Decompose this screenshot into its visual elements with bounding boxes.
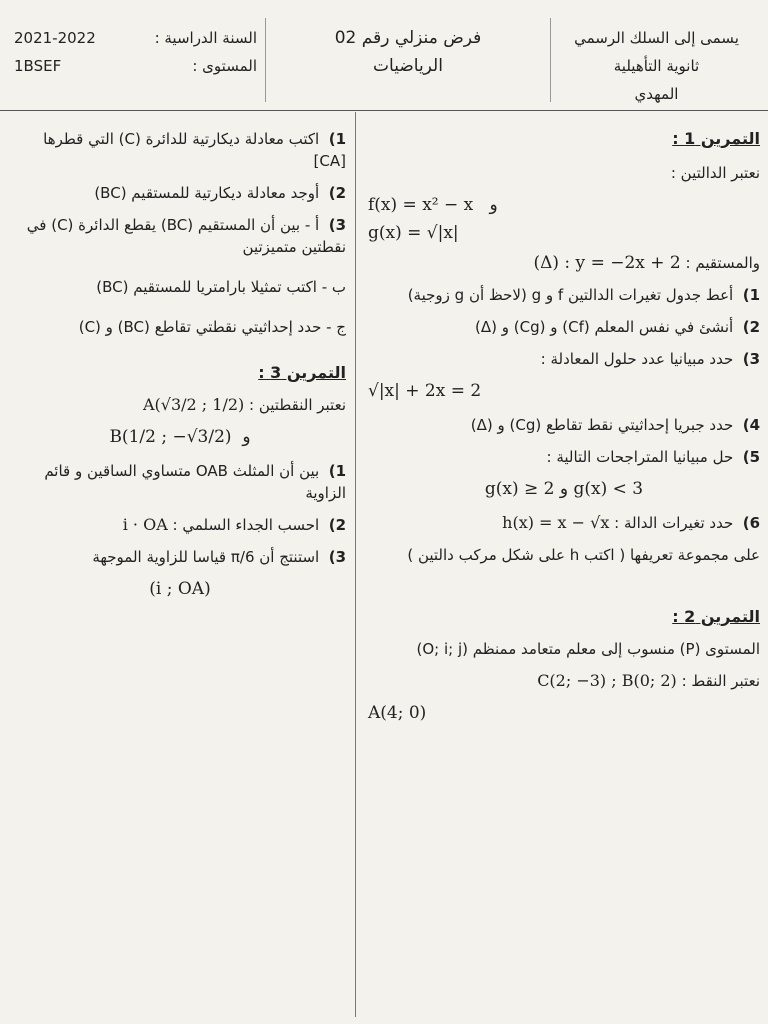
header-divider: [0, 110, 768, 111]
ex1-question-2: 2) أنشئ في نفس المعلم (Cf) و (Cg) و (Δ): [475, 318, 760, 336]
g-definition: g(x) = √|x|: [368, 223, 459, 243]
ex1-intro: نعتبر الدالتين :: [670, 164, 760, 182]
ex3-intro: نعتبر النقطتين : A(√3/2 ; 1/2): [142, 395, 346, 414]
f-definition: f(x) = x² − x و: [368, 195, 498, 215]
right-column: [368, 128, 760, 1008]
ex1-question-6-note: على مجموعة تعريفها ( اكتب h على شكل مركب دالتين ): [407, 546, 760, 564]
point-b: B(1/2 ; −√3/2) و: [109, 427, 251, 447]
level-value: 1BSEF: [14, 57, 62, 75]
ex2-question-3a: 3) أ - بين أن المستقيم (BC) يقطع الدائرة (C) في نقطتين متميزتين: [26, 216, 346, 256]
exercise-2-title: التمرين 2 :: [672, 607, 760, 626]
ex3-question-3: 3) استنتج أن π/6 قياسا للزاوية الموجهة: [92, 548, 346, 566]
ex2-points: نعتبر النقط : C(2; −3) ; B(0; 2): [537, 671, 760, 690]
year-label: السنة الدراسية :: [154, 29, 257, 47]
oriented-angle: (i ; OA): [149, 579, 211, 599]
ex3-question-2: 2) احسب الجداء السلمي : i · OA: [122, 515, 346, 534]
level-label: المستوى :: [192, 57, 257, 75]
exercise-3-title: التمرين 3 :: [258, 363, 346, 382]
ex1-question-1: 1) أعط جدول تغيرات الدالتين f و g (لاحظ أن g زوجية): [407, 286, 760, 304]
header-meta: [6, 18, 265, 102]
ex2-question-3b: ب - اكتب تمثيلا بارامتريا للمستقيم (BC): [96, 278, 346, 296]
header-school: [550, 18, 762, 102]
ex1-question-6: 6) حدد تغيرات الدالة : h(x) = x − √x: [502, 513, 760, 532]
ex1-question-3: 3) حدد مبيانيا عدد حلول المعادلة :: [540, 350, 760, 368]
ex1-question-4: 4) حدد جبريا إحداثيتي نقط تقاطع (Cg) و (Δ): [470, 416, 760, 434]
year-value: 2021-2022: [14, 29, 96, 47]
ex2-question-2: 2) أوجد معادلة ديكارتية للمستقيم (BC): [94, 184, 346, 202]
header-table: [6, 18, 762, 102]
school-line-1: يسمى إلى السلك الرسمي: [574, 29, 739, 47]
assignment-title: فرض منزلي رقم 02: [334, 28, 482, 48]
ex2-question-1: 1) اكتب معادلة ديكارتية للدائرة (C) التي قطرها [CA]: [43, 130, 346, 170]
left-column: [14, 128, 346, 1008]
point-a: A(4; 0): [368, 703, 427, 723]
ex2-question-3c: ج - حدد إحداثيتي نقطتي تقاطع (BC) و (C): [78, 318, 346, 336]
ex3-question-1: 1) بين أن المثلث OAB متساوي الساقين و قائم الزاوية: [44, 462, 346, 502]
line-definition: والمستقيم : (Δ) : y = −2x + 2: [533, 253, 760, 273]
ex2-intro: المستوى (P) منسوب إلى معلم متعامد ممنظم (O; i; j): [416, 640, 760, 658]
school-line-2: ثانوية التأهيلية: [613, 57, 700, 75]
school-line-3: المهدي: [634, 85, 679, 103]
header-title: [265, 18, 550, 102]
exercise-1-title: التمرين 1 :: [672, 129, 760, 148]
subject-title: الرياضيات: [373, 56, 443, 76]
column-divider: [355, 112, 356, 1017]
equation-3: √|x| + 2x = 2: [368, 381, 482, 401]
inequalities-5: g(x) ≥ 2 و g(x) < 3: [484, 479, 644, 499]
ex1-question-5: 5) حل مبيانيا المتراجحات التالية :: [546, 448, 760, 466]
